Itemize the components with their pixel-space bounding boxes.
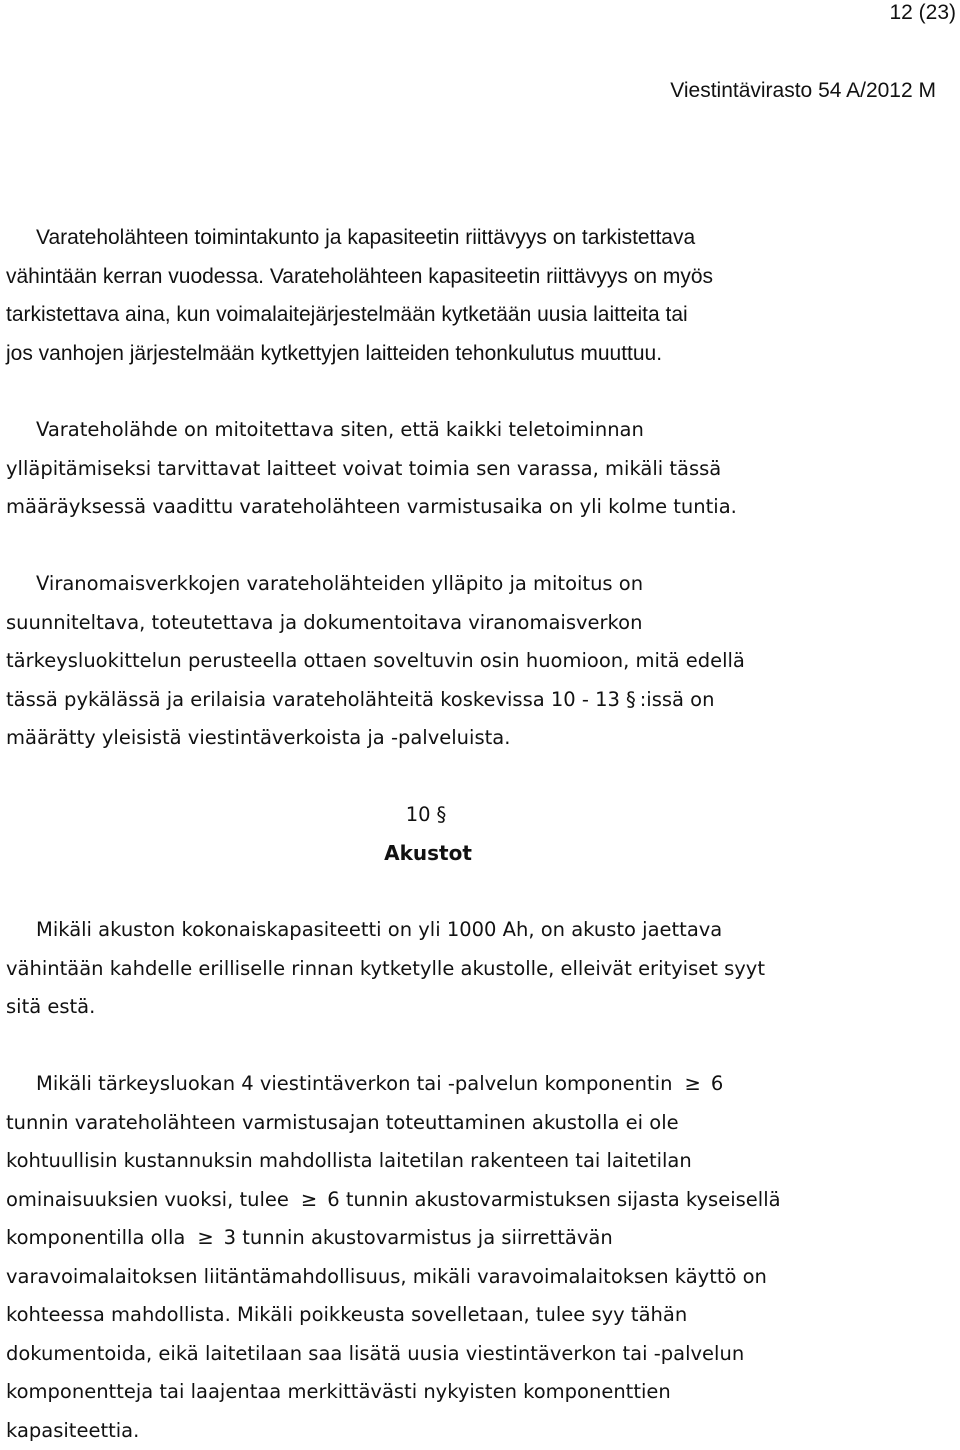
paragraph-line [6,681,936,720]
paragraph-backup-power-check [6,219,936,373]
paragraph-line: määrätty yleisistä viestintäverkoista ja -palveluista. [6,719,936,758]
line-text: :issä on [640,688,715,711]
document-reference: Viestintävirasto 54 A/2012 M [670,78,936,104]
paragraph-line [6,1181,936,1220]
paragraph-line: kapasiteettia. [6,1412,936,1450]
line-text: komponentilla olla [6,1226,185,1249]
section-symbol: § [626,681,636,720]
page-number: 12 (23) [889,0,956,26]
greater-or-equal-symbol: ≥ [197,1219,213,1258]
paragraph-line: kohteessa mahdollista. Mikäli poikkeusta sovelletaan, tulee syy tähän [6,1296,936,1335]
section-title: Akustot [0,838,856,868]
line-text: tässä pykälässä ja erilaisia varateholähteitä koskevissa 10 - 13 [6,688,620,711]
paragraph-line: dokumentoida, eikä laitetilaan saa lisätä uusia viestintäverkon tai -palvelun [6,1335,936,1374]
paragraph-line: ylläpitämiseksi tarvittavat laitteet voivat toimia sen varassa, mikäli tässä [6,450,936,489]
paragraph-line [6,1219,936,1258]
paragraph-line: Varateholähteen toimintakunto ja kapasiteetin riittävyys on tarkistettava [6,219,936,258]
paragraph-line: tärkeysluokittelun perusteella ottaen soveltuvin osin huomioon, mitä edellä [6,642,936,681]
paragraph-line: sitä estä. [6,988,936,1027]
paragraph-line: Mikäli akuston kokonaiskapasiteetti on yli 1000 Ah, on akusto jaettava [6,911,936,950]
line-text: 3 tunnin akustovarmistus ja siirrettävän [224,1226,613,1249]
paragraph-line: määräyksessä vaadittu varateholähteen varmistusaika on yli kolme tuntia. [6,488,936,527]
paragraph-line: vähintään kerran vuodessa. Varateholähteen kapasiteetin riittävyys on myös [6,258,936,297]
paragraph-backup-power-sizing [6,411,936,527]
paragraph-line [6,1065,936,1104]
paragraph-line: Viranomaisverkkojen varateholähteiden ylläpito ja mitoitus on [6,565,936,604]
section-number-text: 10 [406,803,431,826]
paragraph-line: suunniteltava, toteutettava ja dokumentoitava viranomaisverkon [6,604,936,643]
line-text: ominaisuuksien vuoksi, tulee [6,1188,289,1211]
paragraph-priority-class-exception [6,1065,936,1450]
greater-or-equal-symbol: ≥ [684,1065,700,1104]
paragraph-line: kohtuullisin kustannuksin mahdollista laitetilan rakenteen tai laitetilan [6,1142,936,1181]
paragraph-line: komponentteja tai laajentaa merkittävästi nykyisten komponenttien [6,1373,936,1412]
paragraph-line: jos vanhojen järjestelmään kytkettyjen laitteiden tehonkulutus muuttuu. [6,335,936,374]
paragraph-line: tarkistettava aina, kun voimalaitejärjestelmään kytketään uusia laitteita tai [6,296,936,335]
greater-or-equal-symbol: ≥ [301,1181,317,1220]
paragraph-battery-capacity [6,911,936,1027]
paragraph-line: vähintään kahdelle erilliselle rinnan kytketylle akustolle, elleivät erityiset syyt [6,950,936,989]
section-number [0,800,856,830]
paragraph-line: tunnin varateholähteen varmistusajan toteuttaminen akustolla ei ole [6,1104,936,1143]
line-text: 6 [711,1072,723,1095]
section-symbol: § [437,800,447,830]
paragraph-line: varavoimalaitoksen liitäntämahdollisuus, mikäli varavoimalaitoksen käyttö on [6,1258,936,1297]
line-text: 6 tunnin akustovarmistuksen sijasta kyseisellä [327,1188,780,1211]
paragraph-authority-networks [6,565,936,758]
line-text: Mikäli tärkeysluokan 4 viestintäverkon tai -palvelun komponentin [36,1072,672,1095]
paragraph-line: Varateholähde on mitoitettava siten, että kaikki teletoiminnan [6,411,936,450]
